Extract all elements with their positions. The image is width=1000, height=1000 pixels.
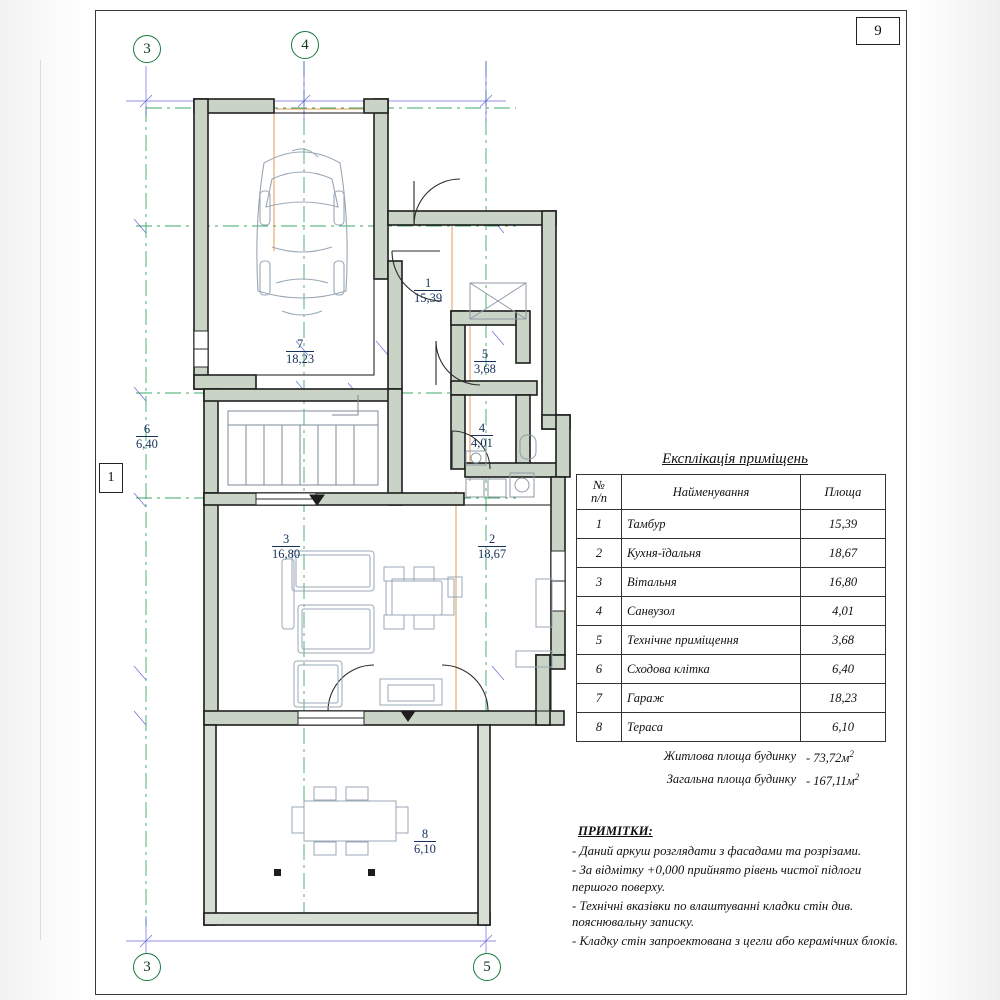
header-area: Площа — [801, 475, 886, 510]
row-1-area: 15,39 — [801, 510, 886, 539]
explication-table — [576, 474, 886, 742]
table-header-row — [577, 475, 886, 510]
row-5-name: Технічне приміщення — [622, 626, 801, 655]
row-5-area: 3,68 — [801, 626, 886, 655]
room-4-area: 4,01 — [471, 436, 493, 451]
table-row — [577, 568, 886, 597]
header-number: № п/п — [577, 475, 622, 510]
room-label-4 — [471, 422, 493, 450]
note-item: - За відмітку +0,000 прийнято рівень чистої підлоги першого поверху. — [572, 862, 862, 894]
total-overall-area — [576, 769, 894, 792]
row-5-num: 5 — [577, 626, 622, 655]
room-label-6 — [136, 423, 158, 451]
note-item: - Кладку стін запроектована з цегли або керамічних блоків. — [572, 934, 898, 949]
note-item: - Даний аркуш розглядати з фасадами та розрізами. — [572, 843, 862, 858]
row-6-num: 6 — [577, 655, 622, 684]
row-1-num: 1 — [577, 510, 622, 539]
note-item: - Технічні вказівки по влаштуванні кладки стін див. пояснювальну записку. — [572, 898, 854, 930]
row-2-num: 2 — [577, 539, 622, 568]
room-5-area: 3,68 — [474, 362, 496, 377]
room-7-area: 18,23 — [286, 352, 315, 367]
row-4-name: Санвузол — [622, 597, 801, 626]
axis-bubble-bottom-left: 3 — [133, 953, 161, 981]
room-3-number: 3 — [272, 533, 300, 547]
page-edge-curve — [40, 60, 41, 940]
table-row — [577, 713, 886, 742]
room-label-2 — [478, 533, 506, 561]
table-row — [577, 510, 886, 539]
room-label-1 — [414, 277, 442, 305]
row-8-area: 6,10 — [801, 713, 886, 742]
axis-bubble-top-left: 3 — [133, 35, 161, 63]
row-7-area: 18,23 — [801, 684, 886, 713]
room-6-area: 6,40 — [136, 437, 158, 452]
page-background-left — [0, 0, 95, 1000]
room-3-area: 16,80 — [272, 547, 301, 562]
room-7-number: 7 — [286, 338, 314, 352]
row-2-name: Кухня-їдальня — [622, 539, 801, 568]
row-3-num: 3 — [577, 568, 622, 597]
section-marker-left: 1 — [99, 463, 123, 493]
table-row — [577, 655, 886, 684]
room-4-number: 4 — [471, 422, 493, 436]
total-living-value: - $73,72м^2$ — [806, 749, 854, 766]
room-8-number: 8 — [414, 828, 436, 842]
table-row — [577, 597, 886, 626]
row-8-name: Тераса — [622, 713, 801, 742]
total-overall-label: Загальна площа будинку — [666, 772, 796, 787]
table-row — [577, 539, 886, 568]
row-8-num: 8 — [577, 713, 622, 742]
page-background-right — [907, 0, 1000, 1000]
table-row — [577, 626, 886, 655]
row-3-area: 16,80 — [801, 568, 886, 597]
total-living-label: Житлова площа будинку — [663, 749, 796, 764]
room-label-8 — [414, 828, 436, 856]
notes-block — [572, 823, 902, 952]
room-1-area: 15,39 — [414, 291, 443, 306]
table-row — [577, 684, 886, 713]
row-3-name: Вітальня — [622, 568, 801, 597]
row-6-area: 6,40 — [801, 655, 886, 684]
room-label-3 — [272, 533, 300, 561]
total-overall-value: - $167,11м^2$ — [806, 772, 860, 789]
row-4-area: 4,01 — [801, 597, 886, 626]
row-7-num: 7 — [577, 684, 622, 713]
header-name: Найменування — [622, 475, 801, 510]
room-5-number: 5 — [474, 348, 496, 362]
room-label-5 — [474, 348, 496, 376]
row-4-num: 4 — [577, 597, 622, 626]
room-label-7 — [286, 338, 314, 366]
notes-title: ПРИМІТКИ: — [578, 824, 653, 838]
row-7-name: Гараж — [622, 684, 801, 713]
room-6-number: 6 — [136, 423, 158, 437]
room-2-number: 2 — [478, 533, 506, 547]
sheet-number-value: 9 — [874, 22, 882, 39]
row-1-name: Тамбур — [622, 510, 801, 539]
axis-bubble-top-right: 4 — [291, 31, 319, 59]
room-2-area: 18,67 — [478, 547, 507, 562]
row-6-name: Сходова клітка — [622, 655, 801, 684]
axis-bubble-bottom-right: 5 — [473, 953, 501, 981]
total-living-area — [576, 746, 894, 769]
totals-block — [576, 746, 894, 792]
room-1-number: 1 — [414, 277, 442, 291]
row-2-area: 18,67 — [801, 539, 886, 568]
explication-block — [576, 451, 894, 793]
explication-title: Експлікація приміщень — [662, 451, 808, 467]
room-8-area: 6,10 — [414, 842, 436, 857]
drawing-sheet — [95, 10, 907, 995]
